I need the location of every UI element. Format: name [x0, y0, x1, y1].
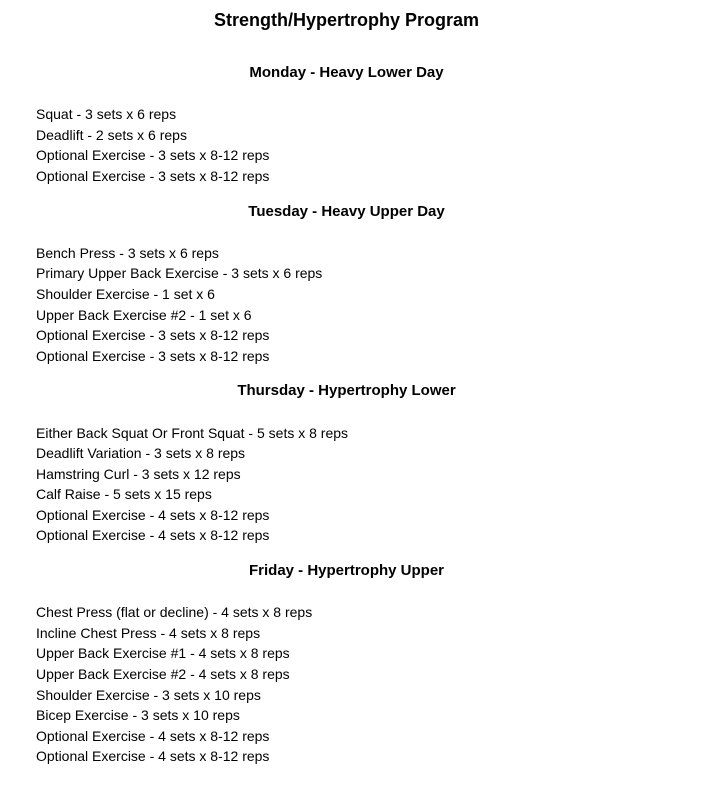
- page-title: Strength/Hypertrophy Program: [213, 10, 480, 30]
- exercise-line: Deadlift - 2 sets x 6 reps: [36, 126, 187, 143]
- day-section: [0, 381, 707, 546]
- exercise-line: Either Back Squat Or Front Squat - 5 sets x 8 reps: [36, 424, 349, 441]
- exercise-line: Optional Exercise - 3 sets x 8-12 reps: [36, 347, 270, 364]
- exercise-line: Shoulder Exercise - 3 sets x 10 reps: [36, 686, 261, 703]
- day-heading: Tuesday - Heavy Upper Day: [248, 202, 445, 220]
- exercise-line: Hamstring Curl - 3 sets x 12 reps: [36, 465, 241, 482]
- exercise-line: Primary Upper Back Exercise - 3 sets x 6 reps: [36, 265, 323, 282]
- exercise-line: Optional Exercise - 3 sets x 8-12 reps: [36, 147, 270, 164]
- exercise-line: Deadlift Variation - 3 sets x 8 reps: [36, 445, 246, 462]
- exercise-line: Bench Press - 3 sets x 6 reps: [36, 244, 219, 261]
- day-section: [0, 202, 707, 367]
- exercise-line: Upper Back Exercise #1 - 4 sets x 8 reps: [36, 645, 290, 662]
- exercise-line: Shoulder Exercise - 1 set x 6: [36, 285, 215, 302]
- exercise-line: Upper Back Exercise #2 - 1 set x 6: [36, 306, 252, 323]
- exercise-list: [0, 243, 707, 367]
- day-heading: Friday - Hypertrophy Upper: [248, 562, 445, 580]
- exercise-line: Squat - 3 sets x 6 reps: [36, 106, 177, 123]
- exercise-line: Upper Back Exercise #2 - 4 sets x 8 reps: [36, 666, 290, 683]
- day-section: [0, 561, 707, 767]
- exercise-line: Incline Chest Press - 4 sets x 8 reps: [36, 624, 261, 641]
- exercise-list: [0, 423, 707, 547]
- exercise-list: [0, 104, 707, 186]
- exercise-line: Optional Exercise - 4 sets x 8-12 reps: [36, 727, 270, 744]
- exercise-line: Chest Press (flat or decline) - 4 sets x 8 reps: [36, 604, 313, 621]
- day-section: [0, 63, 707, 187]
- exercise-line: Optional Exercise - 4 sets x 8-12 reps: [36, 506, 270, 523]
- exercise-line: Optional Exercise - 3 sets x 8-12 reps: [36, 327, 270, 344]
- exercise-list: [0, 602, 707, 767]
- day-heading: Monday - Heavy Lower Day: [249, 64, 444, 81]
- exercise-line: Calf Raise - 5 sets x 15 reps: [36, 486, 212, 503]
- exercise-line: Optional Exercise - 4 sets x 8-12 reps: [36, 748, 270, 765]
- exercise-line: Bicep Exercise - 3 sets x 10 reps: [36, 707, 240, 724]
- exercise-line: Optional Exercise - 3 sets x 8-12 reps: [36, 167, 270, 184]
- day-heading: Thursday - Hypertrophy Lower: [237, 382, 456, 400]
- exercise-line: Optional Exercise - 4 sets x 8-12 reps: [36, 527, 270, 544]
- program-sections: [0, 63, 707, 767]
